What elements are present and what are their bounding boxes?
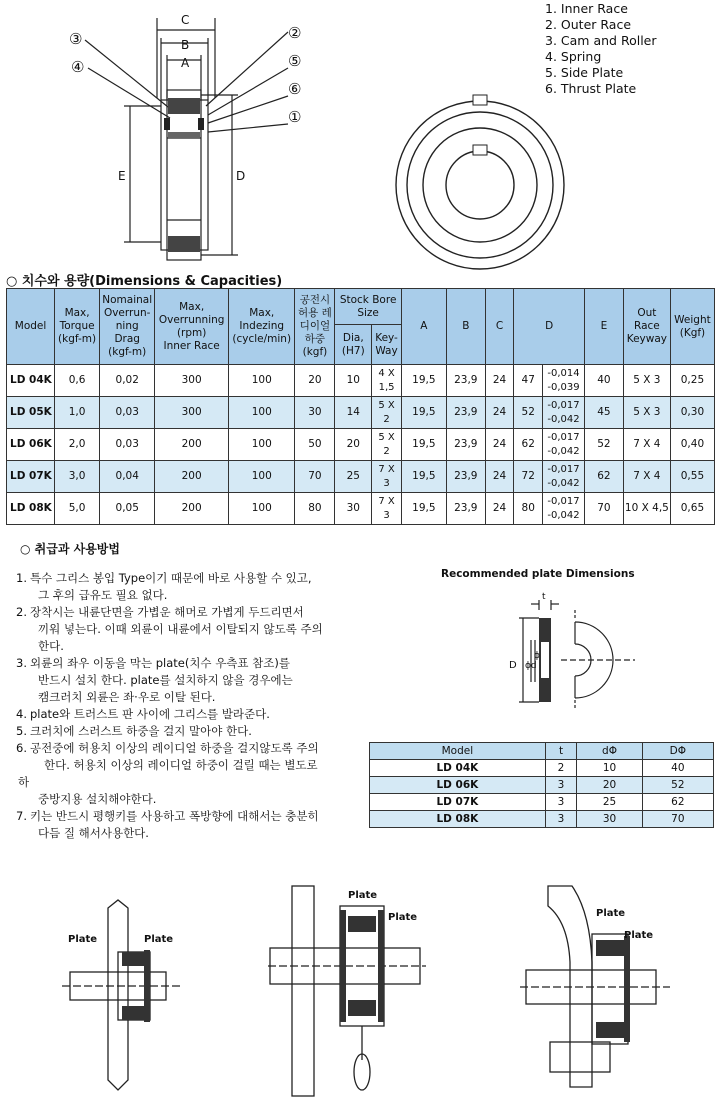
- list-item: 5. 크러치에 스러스트 하중을 걸지 말아야 한다.: [16, 724, 252, 738]
- table-row: LD 04K 0,6 0,02 300 100 20 10 4 X 1,5 19,5 23,9 24 47 -0,014 -0,039 40 5 X 3 0,25: [7, 365, 715, 397]
- cross-section-drawing: [60, 10, 330, 265]
- callout-2: ②: [288, 24, 302, 42]
- section-title: ○ 치수와 용량(Dimensions & Capacities): [6, 274, 283, 289]
- header-indexing: Max, Indezing (cycle/min): [228, 289, 295, 365]
- part-item: 3. Cam and Roller: [545, 33, 657, 48]
- dimensions-table: [6, 288, 715, 525]
- part-item: 6. Thrust Plate: [545, 81, 637, 96]
- plate-label: Plate: [144, 934, 174, 945]
- dim-label-b: B: [181, 38, 190, 52]
- recommended-plate-drawing: [495, 590, 655, 720]
- callout-1: ①: [288, 108, 302, 126]
- plate-label: Plate: [388, 912, 418, 923]
- header-model: Model: [7, 289, 55, 365]
- header-dia: Dia, (H7): [335, 325, 372, 365]
- list-item: 1. 특수 그리스 봉입 Type이기 때문에 바로 사용할 수 있고, 그 후의 급유도 필요 없다.: [16, 571, 312, 602]
- table-row: LD 06K 3 20 52: [370, 777, 714, 794]
- header-stock-bore: Stock Bore Size: [335, 289, 401, 325]
- header-drag: Nomainal Overrun- ning Drag (kgf-m): [100, 289, 155, 365]
- plate-label: Plate: [596, 908, 626, 919]
- dim-label-d: D: [236, 169, 246, 183]
- list-item: 6. 공전중에 허용치 이상의 레이디얼 하중을 걸지않도록 주의 한다. 허용치 이상의 레이디얼 하중이 걸릴 때는 별도로: [16, 741, 319, 772]
- header-weight: Weight (Kgf): [670, 289, 714, 365]
- callout-5: ⑤: [288, 52, 302, 70]
- header-keyway: Key- Way: [372, 325, 402, 365]
- part-item: 2. Outer Race: [545, 17, 632, 32]
- installation-drawing-1: [60, 890, 200, 1100]
- list-item: 4. plate와 트러스트 판 사이에 그리스를 발라준다.: [16, 707, 270, 721]
- fig-label-phi: ϕ: [534, 651, 540, 661]
- front-view-drawing: [380, 90, 580, 270]
- part-item: 4. Spring: [545, 49, 602, 64]
- header-e: E: [584, 289, 623, 365]
- table-row: LD 08K 5,0 0,05 200 100 80 30 7 X 3 19,5 23,9 24 80 -0,017 -0,042 70 10 X 4,5 0,65: [7, 493, 715, 525]
- dim-label-e: E: [118, 169, 126, 183]
- table-row: LD 07K 3 25 62: [370, 794, 714, 811]
- installation-drawing-3: [520, 882, 710, 1097]
- header-max-torque: Max, Torque (kgf-m): [55, 289, 100, 365]
- table-row: LD 07K 3,0 0,04 200 100 70 25 7 X 3 19,5 23,9 24 72 -0,017 -0,042 62 7 X 4 0,55: [7, 461, 715, 493]
- header-d: D: [514, 289, 585, 365]
- parts-list: [545, 1, 657, 97]
- fig-label-phi-d: ϕd: [525, 661, 537, 671]
- table-row: LD 05K 1,0 0,03 300 100 30 14 5 X 2 19,5 23,9 24 52 -0,017 -0,042 45 5 X 3 0,30: [7, 397, 715, 429]
- recommended-table: Model t dΦ DΦ LD 04K 2 10 40 LD 06K 3 20 52 LD 07K 3 25 62 LD 08K 3 30 70: [369, 742, 714, 828]
- part-item: 5. Side Plate: [545, 65, 624, 80]
- callout-4: ④: [71, 58, 85, 76]
- installation-drawing-2: [268, 880, 428, 1100]
- fig-label-d: D: [509, 660, 517, 671]
- table-row: LD 04K 2 10 40: [370, 760, 714, 777]
- list-item: 중방지용 설치해야한다.: [38, 792, 157, 806]
- usage-list: [16, 570, 361, 842]
- list-item: 7. 키는 반드시 평행키를 사용하고 폭방향에 대해서는 충분히 다듬 질 해서사용한다.: [16, 809, 319, 840]
- list-item: 하: [18, 775, 30, 789]
- table-row: LD 06K 2,0 0,03 200 100 50 20 5 X 2 19,5 23,9 24 62 -0,017 -0,042 52 7 X 4 0,40: [7, 429, 715, 461]
- part-item: 1. Inner Race: [545, 1, 628, 16]
- callout-3: ③: [69, 30, 83, 48]
- header-max-overrun: Max, Overrunning (rpm) Inner Race: [155, 289, 229, 365]
- header-c: C: [485, 289, 514, 365]
- recommended-title: Recommended plate Dimensions: [441, 568, 635, 580]
- header-a: A: [401, 289, 446, 365]
- dim-label-a: A: [181, 56, 190, 70]
- fig-label-t: t: [542, 592, 546, 602]
- usage-title: ○ 취급과 사용방법: [20, 542, 120, 556]
- header-b: B: [446, 289, 485, 365]
- plate-label: Plate: [348, 890, 378, 901]
- table-row: LD 08K 3 30 70: [370, 811, 714, 828]
- list-item: 2. 장착시는 내륜단면을 가볍운 해머로 가볍게 두드리면서 끼워 넣는다. 이때 외륜이 내륜에서 이탈되지 않도록 주의 한다.: [16, 605, 323, 653]
- dim-label-c: C: [181, 13, 190, 27]
- header-radial-load: 공전시 허용 레 디이얼 하중 (kgf): [295, 289, 335, 365]
- header-out-race-keyway: Out Race Keyway: [623, 289, 670, 365]
- plate-label: Plate: [624, 930, 654, 941]
- list-item: 3. 외륜의 좌우 이동을 막는 plate(치수 우측표 참조)를 반드시 설치 한다. plate를 설치하지 않을 경우에는 캠크러치 외륜은 좌·우로 이탈 된다.: [16, 656, 293, 704]
- callout-6: ⑥: [288, 80, 302, 98]
- plate-label: Plate: [68, 934, 98, 945]
